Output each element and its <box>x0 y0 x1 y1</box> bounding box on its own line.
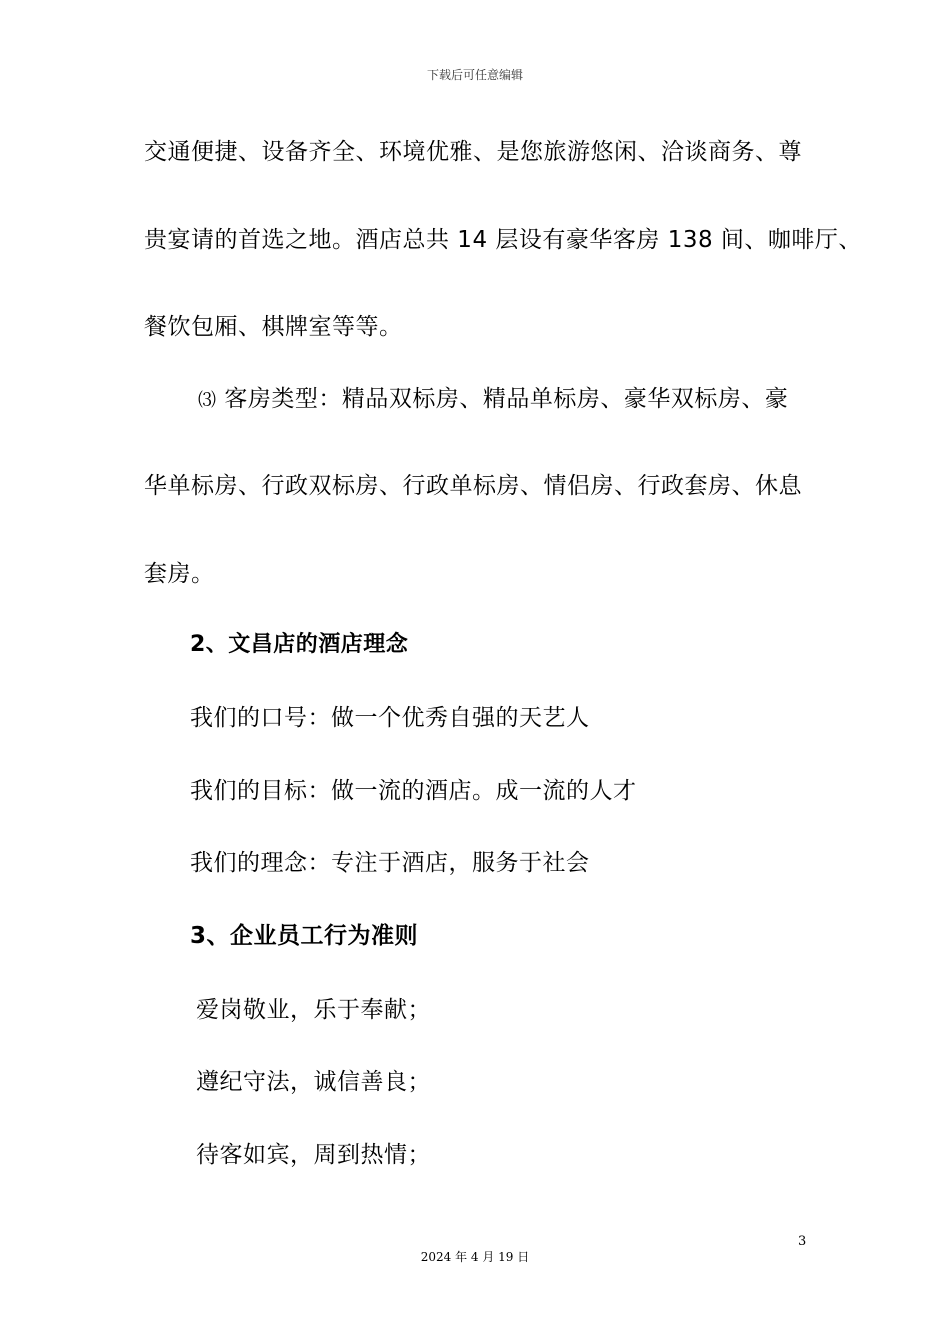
rule-line: 遵纪守法，诚信善良； <box>196 1069 431 1095</box>
paragraph-line: 华单标房、行政双标房、行政单标房、情侣房、行政套房、休息 <box>144 473 802 499</box>
page-header: 下载后可任意编辑 <box>426 68 523 82</box>
paragraph-line: 交通便捷、设备齐全、环境优雅、是您旅游悠闲、洽谈商务、尊 <box>144 139 802 165</box>
philosophy-line: 我们的理念：专注于酒店，服务于社会 <box>190 850 590 876</box>
room-types-text: 客房类型：精品双标房、精品单标房、豪华双标房、豪 <box>224 386 789 412</box>
paragraph-line: 套房。 <box>144 561 215 587</box>
paragraph-line <box>198 383 788 417</box>
page-number: 3 <box>798 1234 807 1249</box>
slogan-line: 我们的口号：做一个优秀自强的天艺人 <box>190 705 590 731</box>
rule-line: 爱岗敬业，乐于奉献； <box>196 997 431 1023</box>
section-heading: 2、文昌店的酒店理念 <box>190 632 409 657</box>
footer-date: 2024 年 4 月 19 日 <box>420 1250 530 1264</box>
list-marker: ⑶ <box>198 390 217 411</box>
goal-line: 我们的目标：做一流的酒店。成一流的人才 <box>190 778 637 804</box>
paragraph-line: 餐饮包厢、棋牌室等等。 <box>144 314 403 340</box>
paragraph-line: 贵宴请的首选之地。酒店总共 14 层设有豪华客房 138 间、咖啡厅、 <box>144 227 862 253</box>
rule-line: 待客如宾，周到热情； <box>196 1142 431 1168</box>
section-heading: 3、企业员工行为准则 <box>190 923 419 949</box>
